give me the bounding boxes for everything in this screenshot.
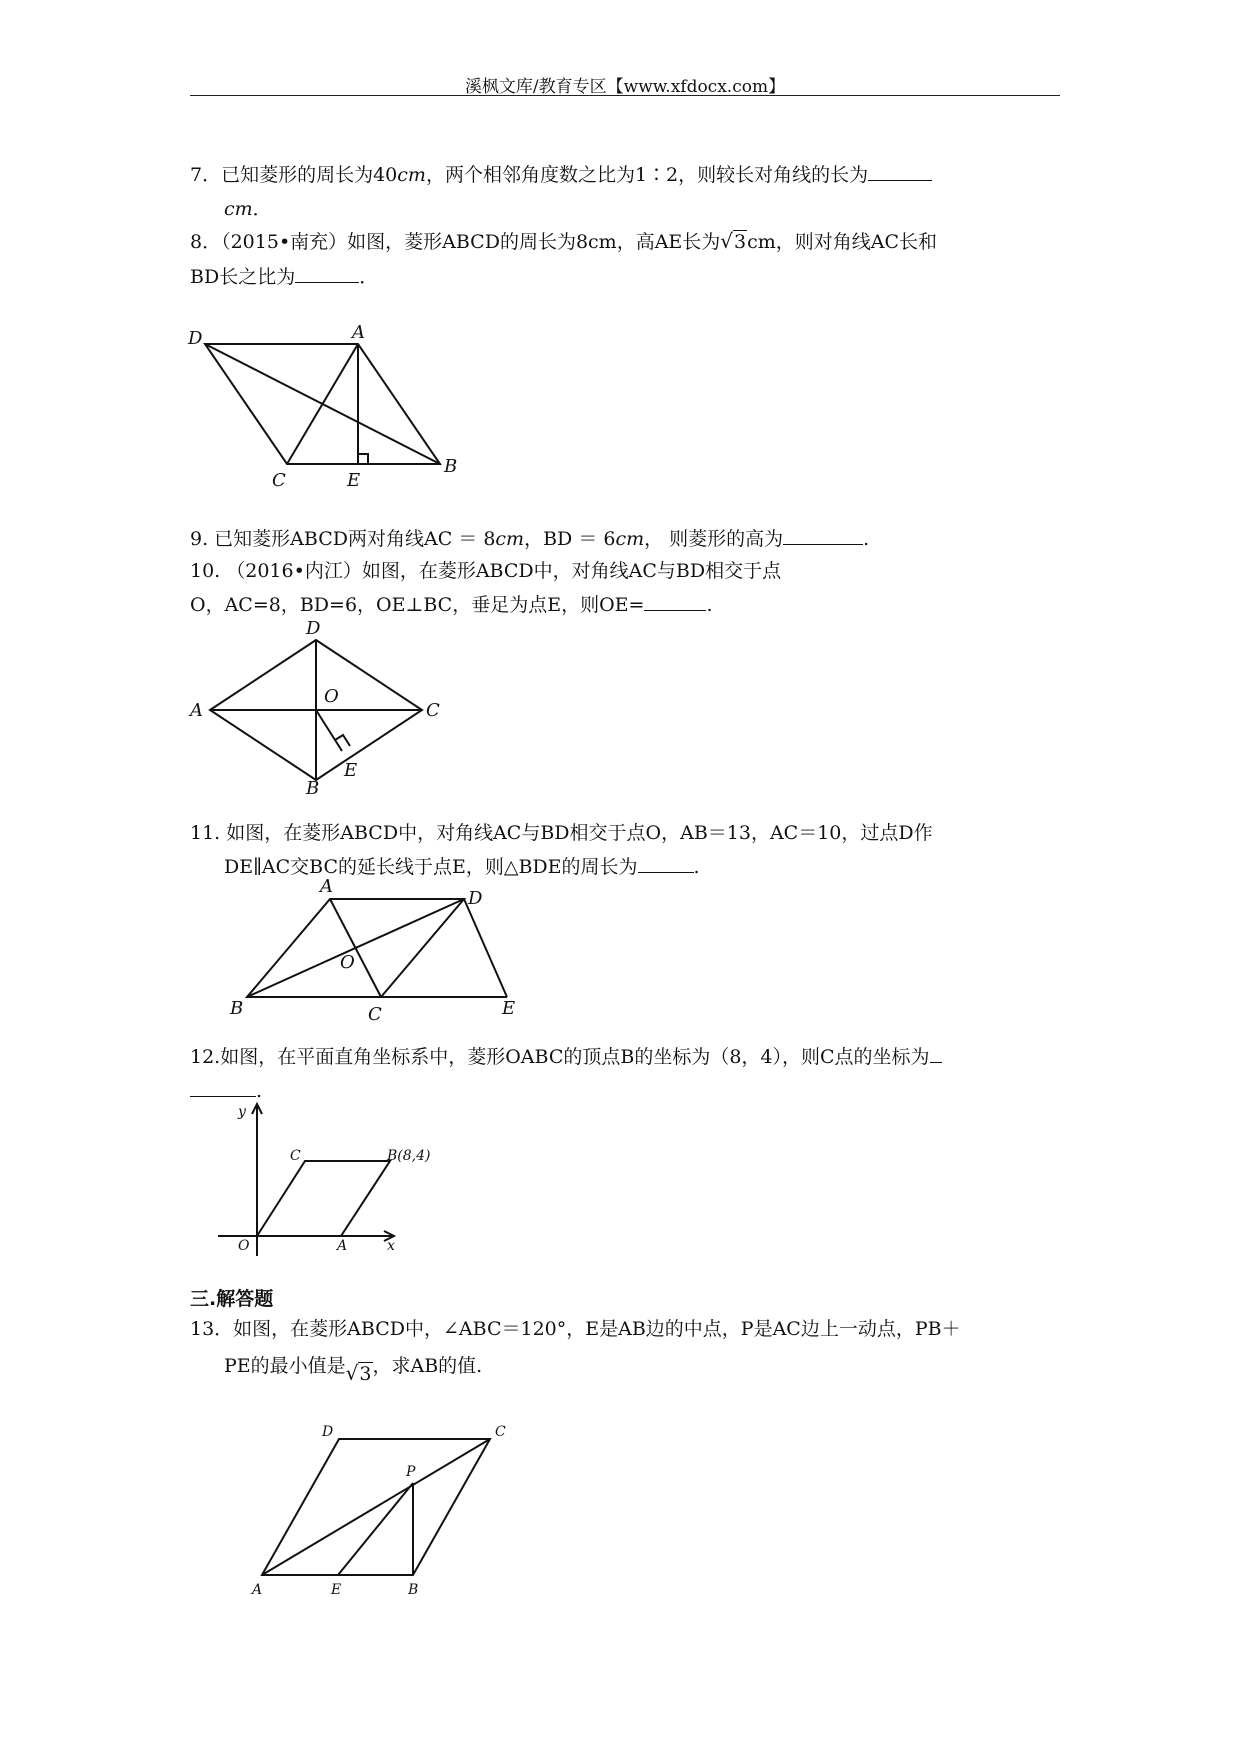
q10-label-b: B: [306, 778, 320, 799]
q8-label-a: A: [352, 322, 365, 343]
q12-label-b: B(8,4): [387, 1148, 431, 1164]
q8-label-d: D: [188, 328, 203, 349]
radical-sign-icon: √: [720, 229, 734, 253]
q11-label-o: O: [340, 952, 355, 973]
q10-label-c: C: [426, 700, 440, 721]
radical-sign-icon: √: [345, 1361, 359, 1385]
q7-unit-2: cm: [224, 198, 253, 220]
q12-label-x: x: [387, 1238, 395, 1254]
q11-label-d: D: [468, 888, 483, 909]
q7-text-a: 7．已知菱形的周长为40: [190, 164, 398, 186]
q9-text-c: ， 则菱形的高为: [644, 528, 784, 550]
page-header: 溪枫文库/教育专区【www.xfdocx.com】: [464, 77, 786, 97]
q13-label-c: C: [495, 1424, 506, 1440]
q8-label-c: C: [272, 470, 286, 491]
q8-sqrt-arg: 3: [734, 231, 747, 253]
q8-text-c: BD长之比为: [190, 266, 296, 288]
q13-line1: 13．如图，在菱形ABCD中，∠ABC＝120°，E是AB边的中点，P是AC边上一动点，PB＋: [190, 1318, 961, 1340]
q8-label-e: E: [347, 470, 361, 491]
q13-label-b: B: [408, 1582, 419, 1598]
q11-label-e: E: [502, 998, 516, 1019]
q11-label-a: A: [320, 876, 333, 897]
q12-label-a: A: [337, 1238, 348, 1254]
q10-text: O，AC=8，BD=6，OE⊥BC，垂足为点E，则OE=: [190, 594, 645, 616]
q9-text-b: ，BD ＝ 6: [524, 528, 616, 550]
q9-unit-a: cm: [495, 528, 525, 550]
q13-label-a: A: [252, 1582, 263, 1598]
q13-label-p: P: [406, 1464, 416, 1480]
q10-label-o: O: [324, 686, 339, 707]
q11-label-c: C: [368, 1004, 382, 1025]
q12-label-o: O: [238, 1238, 250, 1254]
q13-text-b: ，求AB的值.: [372, 1355, 483, 1377]
q9-unit-b: cm: [615, 528, 645, 550]
q12-label-c: C: [290, 1148, 301, 1164]
q13-diagonal-ac: [262, 1439, 490, 1575]
q10-label-a: A: [190, 700, 203, 721]
q9-end: .: [863, 528, 870, 550]
q10-label-d: D: [306, 618, 321, 639]
q10-end: .: [706, 594, 713, 616]
q10-label-e: E: [344, 760, 358, 781]
q8-text-b: cm，则对角线AC长和: [747, 231, 938, 253]
q11-text: DE∥AC交BC的延长线于点E，则△BDE的周长为: [224, 856, 638, 878]
q9-text-a: 9. 已知菱形ABCD两对角线AC ＝ 8: [190, 528, 496, 550]
q8-text-a: 8．（2015•南充）如图，菱形ABCD的周长为8cm，高AE长为: [190, 231, 721, 253]
q12-label-y: y: [238, 1104, 246, 1120]
q13-sqrt-arg: 3: [359, 1363, 372, 1385]
q13-label-d: D: [322, 1424, 334, 1440]
q7-text-b: ，两个相邻角度数之比为1∶2，则较长对角线的长为: [425, 164, 869, 186]
q7-end: ．: [252, 198, 272, 220]
q10-line1: 10. （2016•内江）如图，在菱形ABCD中，对角线AC与BD相交于点: [190, 560, 782, 582]
q8-end: ．: [359, 266, 379, 288]
section-title-3: 三.解答题: [190, 1288, 274, 1310]
q12-end: .: [256, 1080, 263, 1102]
q12-text: 12.如图，在平面直角坐标系中，菱形OABC的顶点B的坐标为（8，4），则C点的坐标为: [190, 1046, 930, 1068]
q8-label-b: B: [444, 456, 458, 477]
q13-text-a: PE的最小值是: [224, 1355, 346, 1377]
q7-unit-1: cm: [397, 164, 426, 186]
q11-end: .: [693, 856, 700, 878]
q11-line1: 11. 如图，在菱形ABCD中，对角线AC与BD相交于点O，AB＝13，AC＝10，过点D作: [190, 822, 933, 844]
q13-segment-pe: [338, 1483, 413, 1575]
q11-label-b: B: [230, 998, 244, 1019]
q13-label-e: E: [331, 1582, 342, 1598]
